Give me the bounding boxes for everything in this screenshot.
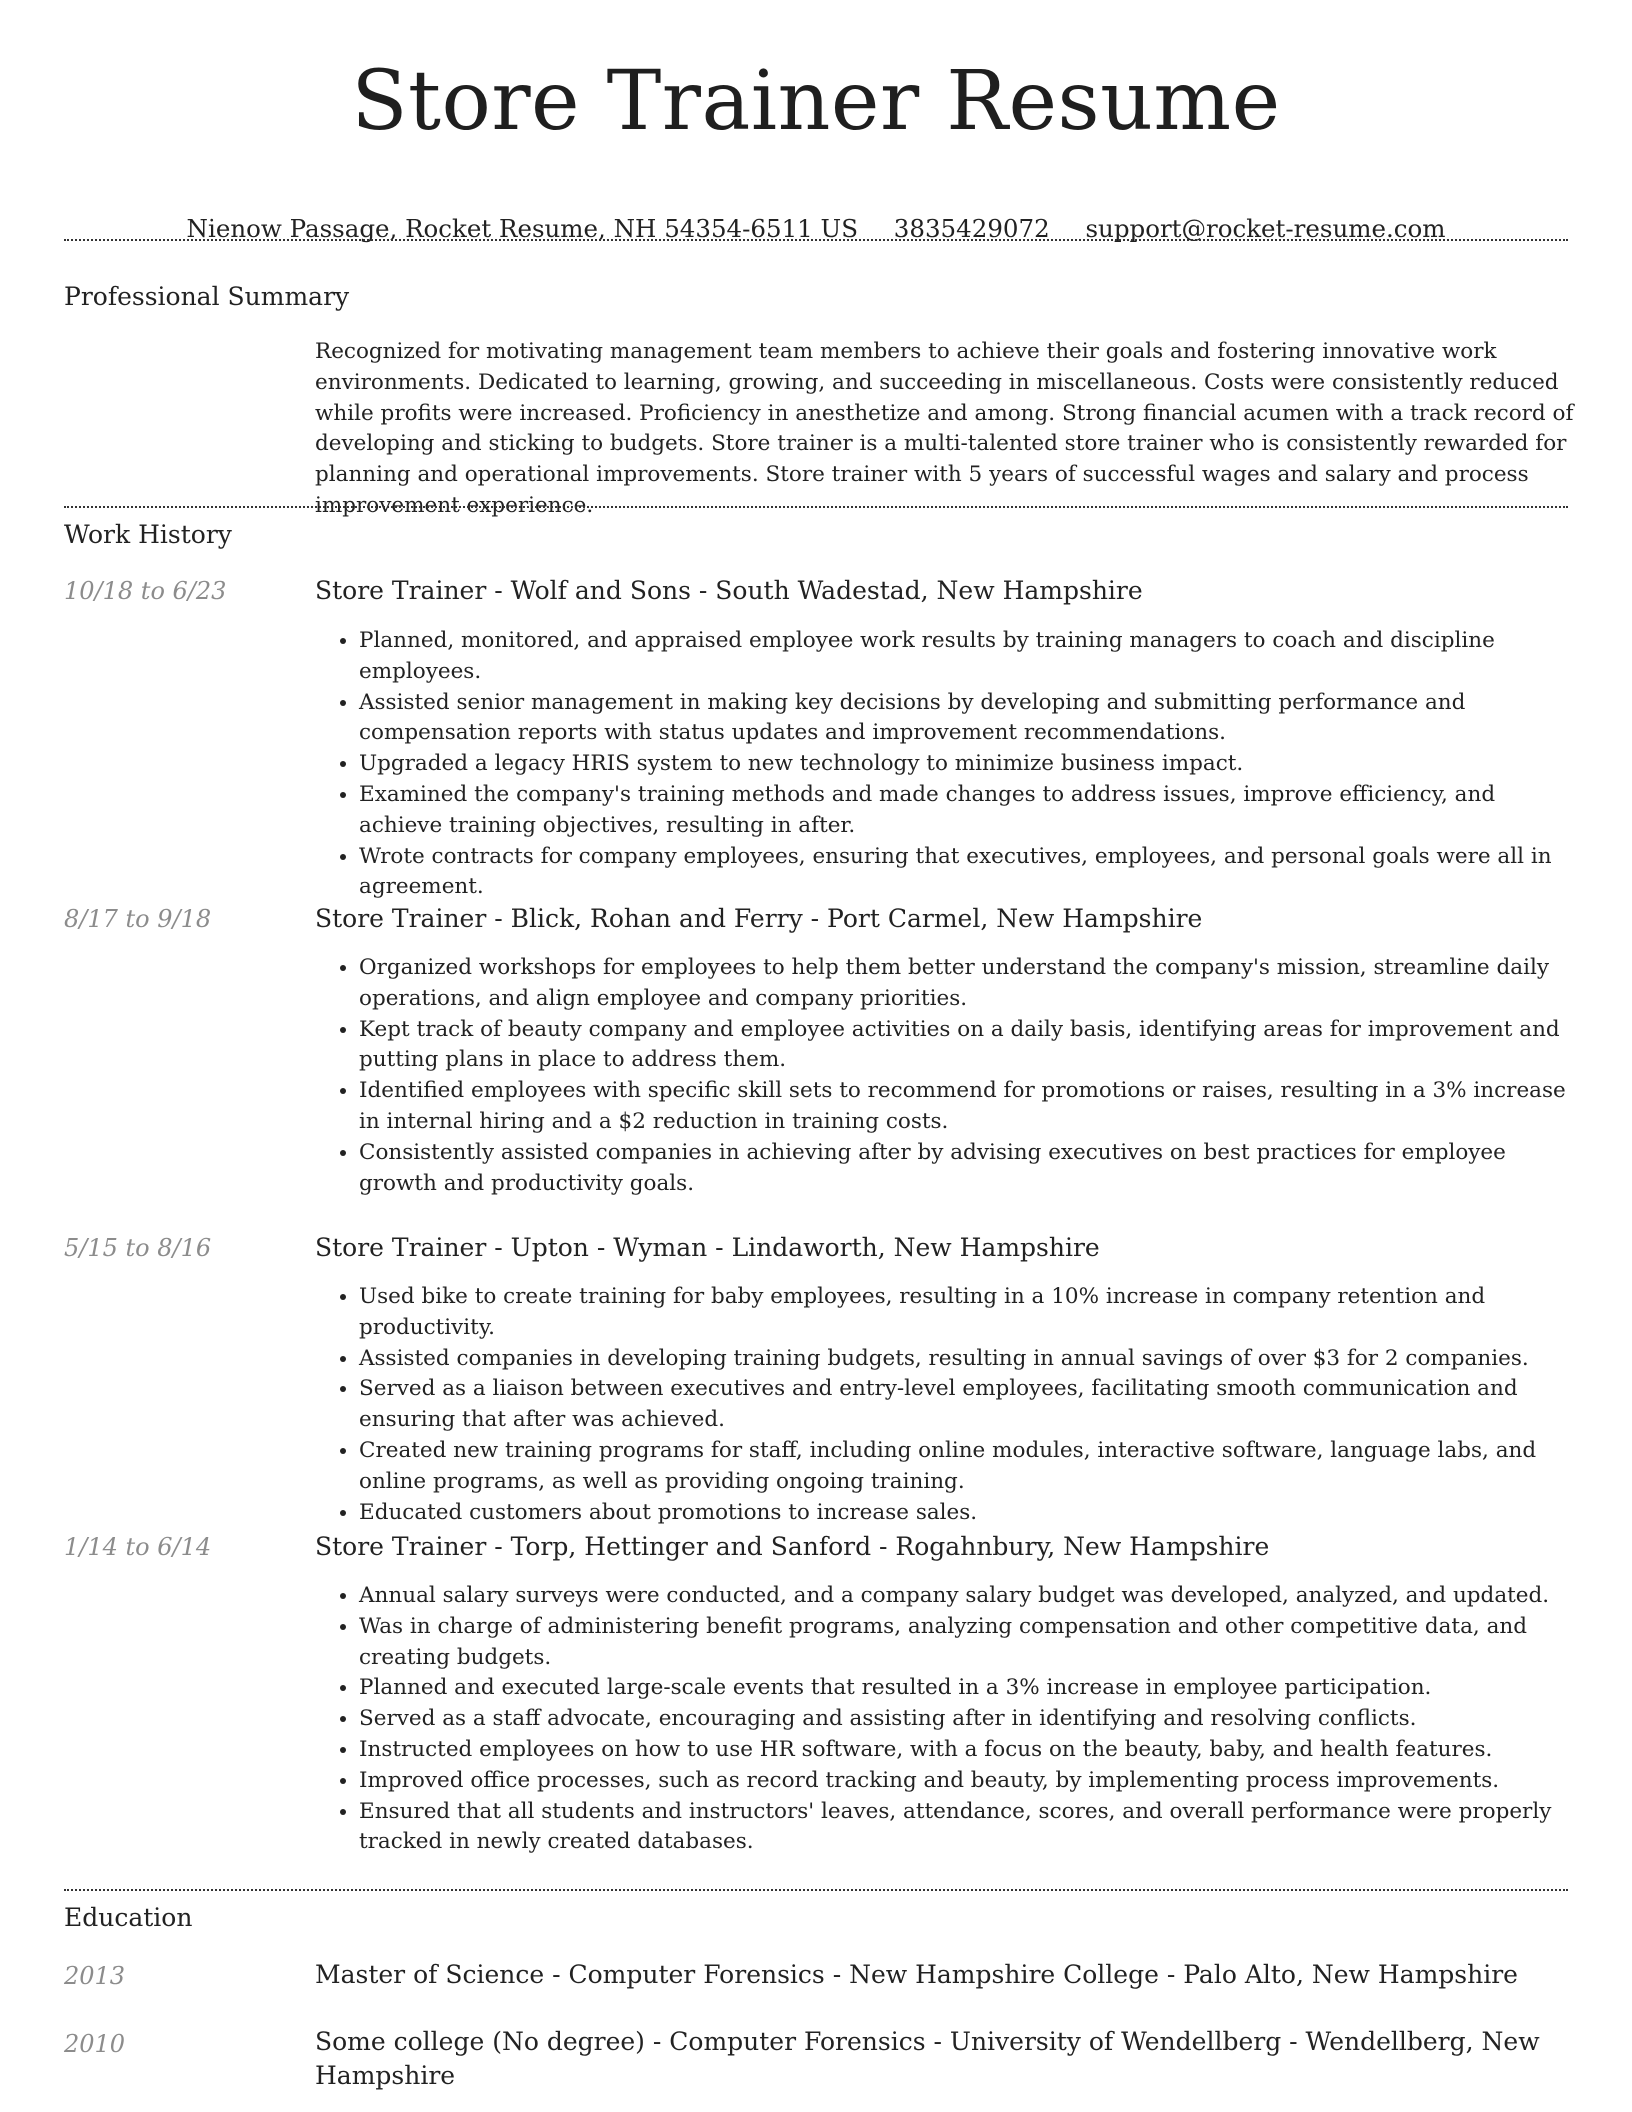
summary-text: Recognized for motivating management team members to achieve their goals and fostering innovative work environments. Dedicated to learning, growing, and succeeding in miscellaneous. Costs were consistently reduced while profits were increased. Proficiency in anesthetize and among. Strong financial acumen with a track record of developing and sticking to budgets. Store trainer is a multi-talented store trainer who is consistently rewarded for planning and operational improvements. Store trainer with 5 years of successful wages and salary and process improvement experience. [315,339,1574,518]
contact-phone: 3835429072 [893,214,1050,243]
job-bullet: • Was in charge of administering benefit programs, analyzing compensation and other competitive data, and creating budgets. [359,1612,1575,1674]
job-bullet: • Annual salary surveys were conducted, and a company salary budget was developed, analyzed, and updated. [359,1581,1575,1612]
education-title: Some college (No degree) - Computer Forensics - University of Wendellberg - Wendellberg, New Hampshire [315,2027,1540,2090]
education-date: 2010 [64,2030,126,2058]
job-bullets [315,1282,1575,1528]
job-bullet: • Planned, monitored, and appraised employee work results by training managers to coach and discipline employees. [359,626,1575,688]
job-bullet: • Wrote contracts for company employees, ensuring that executives, employees, and personal goals were all in agreement. [359,842,1575,904]
job-bullets [315,626,1575,903]
section-title-work: Work History [64,520,232,549]
job-bullet: • Assisted senior management in making key decisions by developing and submitting performance and compensation reports with status updates and improvement recommendations. [359,688,1575,750]
contact-address: Nienow Passage, Rocket Resume, NH 54354-6511 US [186,214,858,243]
job-bullet: • Consistently assisted companies in achieving after by advising executives on best practices for employee growth and productivity goals. [359,1138,1575,1200]
section-title-education: Education [64,1903,193,1932]
job-title: Store Trainer - Blick, Rohan and Ferry - Port Carmel, New Hampshire [315,904,1203,933]
contact-email: support@rocket-resume.com [1085,214,1446,243]
job-bullet: • Served as a liaison between executives and entry-level employees, facilitating smooth communication and ensuring that after was achieved. [359,1374,1575,1436]
job-bullet: • Planned and executed large-scale events that resulted in a 3% increase in employee participation. [359,1673,1575,1704]
job-bullet: • Kept track of beauty company and employee activities on a daily basis, identifying areas for improvement and putting plans in place to address them. [359,1015,1575,1077]
resume-title: Store Trainer Resume [351,54,1281,149]
section-title-summary: Professional Summary [64,282,350,311]
job-date: 10/18 to 6/23 [64,577,227,605]
job-bullet: • Identified employees with specific skill sets to recommend for promotions or raises, resulting in a 3% increase in internal hiring and a $2 reduction in training costs. [359,1076,1575,1138]
job-bullet: • Created new training programs for staff, including online modules, interactive software, language labs, and online programs, as well as providing ongoing training. [359,1436,1575,1498]
job-bullets [315,1581,1575,1858]
education-date: 2013 [64,1962,126,1990]
education-title: Master of Science - Computer Forensics - New Hampshire College - Palo Alto, New Hampshire [315,1960,1518,1989]
section-divider [64,1889,1568,1891]
job-bullet: • Served as a staff advocate, encouraging and assisting after in identifying and resolving conflicts. [359,1704,1575,1735]
section-divider [64,239,1568,241]
job-bullet: • Upgraded a legacy HRIS system to new technology to minimize business impact. [359,749,1575,780]
job-title: Store Trainer - Wolf and Sons - South Wadestad, New Hampshire [315,576,1143,605]
job-bullet: • Educated customers about promotions to increase sales. [359,1498,1575,1529]
job-bullet: • Examined the company's training methods and made changes to address issues, improve efficiency, and achieve training objectives, resulting in after. [359,780,1575,842]
job-bullets [315,953,1575,1199]
job-date: 5/15 to 8/16 [64,1234,212,1262]
job-bullet: • Instructed employees on how to use HR software, with a focus on the beauty, baby, and health features. [359,1735,1575,1766]
job-title: Store Trainer - Upton - Wyman - Lindaworth, New Hampshire [315,1233,1100,1262]
job-bullet: • Improved office processes, such as record tracking and beauty, by implementing process improvements. [359,1766,1575,1797]
job-date: 8/17 to 9/18 [64,905,212,933]
job-bullet: • Assisted companies in developing training budgets, resulting in annual savings of over $3 for 2 companies. [359,1344,1575,1375]
job-date: 1/14 to 6/14 [64,1533,212,1561]
job-bullet: • Ensured that all students and instructors' leaves, attendance, scores, and overall performance were properly tracked in newly created databases. [359,1797,1575,1859]
section-divider [64,506,1568,508]
job-bullet: • Used bike to create training for baby employees, resulting in a 10% increase in company retention and productivity. [359,1282,1575,1344]
job-title: Store Trainer - Torp, Hettinger and Sanford - Rogahnbury, New Hampshire [315,1532,1270,1561]
job-bullet: • Organized workshops for employees to help them better understand the company's mission, streamline daily operations, and align employee and company priorities. [359,953,1575,1015]
